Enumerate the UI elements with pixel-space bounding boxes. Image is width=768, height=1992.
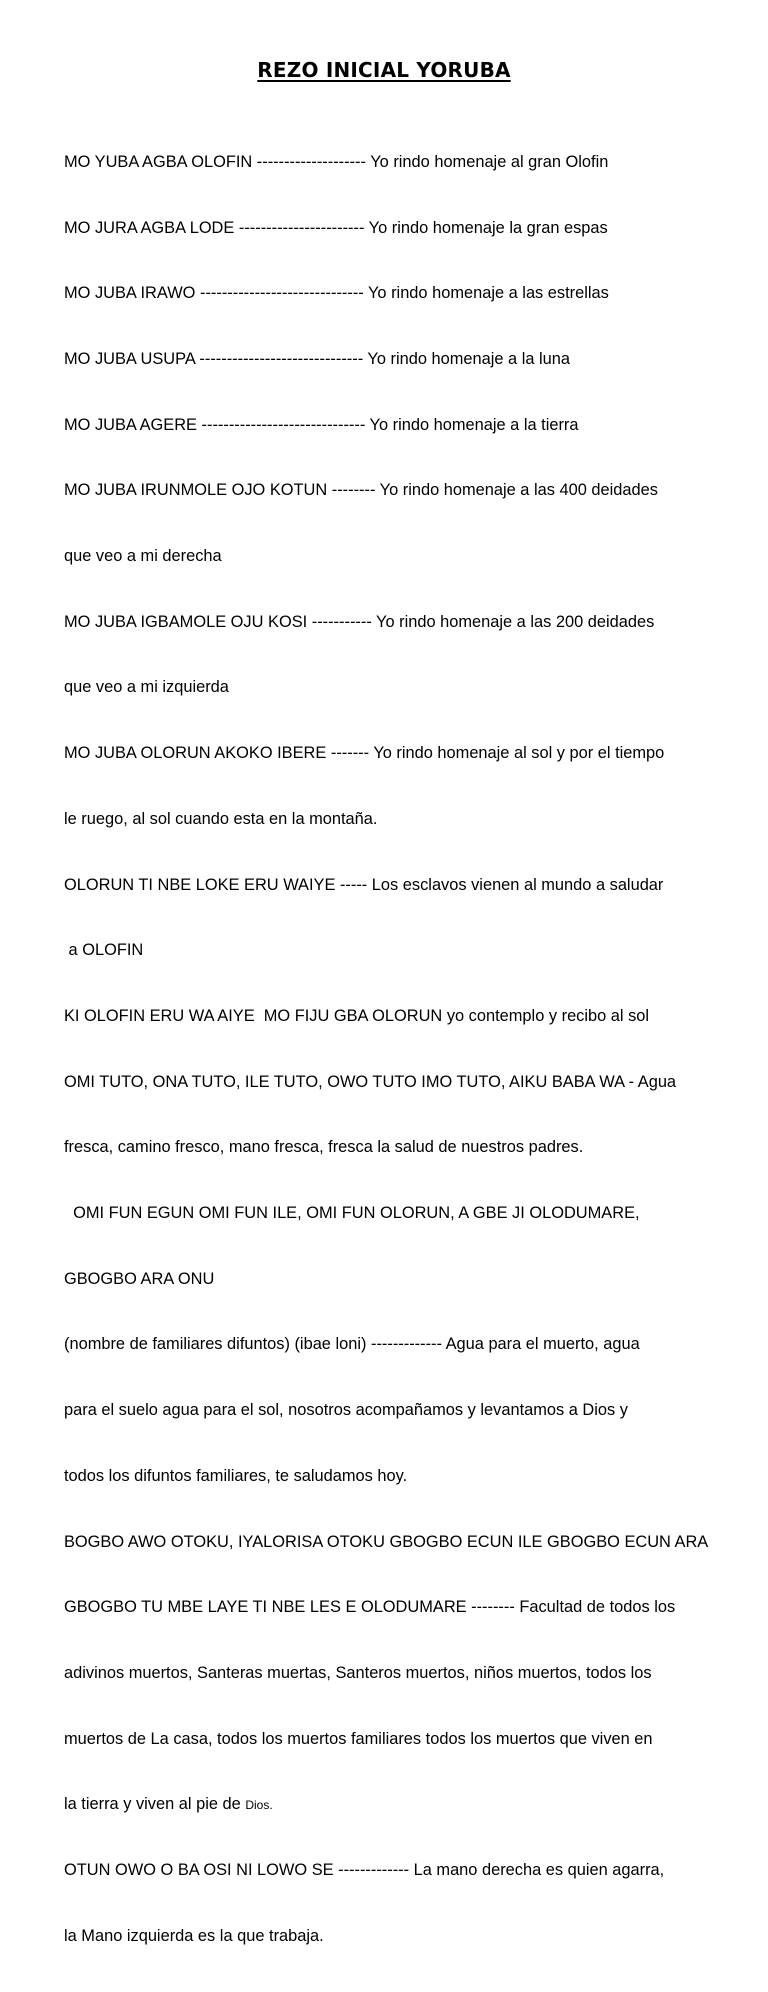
text-line: MO JUBA AGERE ------------------------------ Yo rindo homenaje a la tierra [64, 415, 579, 434]
text-line: MO JURA AGBA LODE ----------------------- Yo rindo homenaje la gran espas [64, 218, 608, 237]
text-line: fresca, camino fresco, mano fresca, fresca la salud de nuestros padres. [64, 1138, 584, 1157]
text-line: OMI FUN EGUN OMI FUN ILE, OMI FUN OLORUN, A GBE JI OLODUMARE, [64, 1204, 640, 1223]
text-line: a OLOFIN [64, 941, 144, 960]
text-line: MO YUBA AGBA OLOFIN -------------------- Yo rindo homenaje al gran Olofin [64, 152, 609, 171]
text-line: BOGBO AWO OTOKU, IYALORISA OTOKU GBOGBO ECUN ILE GBOGBO ECUN ARA [64, 1532, 709, 1551]
text-line: MO JUBA IGBAMOLE OJU KOSI ----------- Yo rindo homenaje a las 200 deidades [64, 612, 655, 631]
text-line-tail: Dios. [245, 1798, 273, 1813]
text-line: MO JUBA USUPA ------------------------------ Yo rindo homenaje a la luna [64, 349, 571, 368]
text-line: para el suelo agua para el sol, nosotros acompañamos y levantamos a Dios y [64, 1401, 628, 1420]
text-line: OLORUN TI NBE LOKE ERU WAIYE ----- Los esclavos vienen al mundo a saludar [64, 875, 664, 894]
text-line-start: la tierra y viven al pie de [64, 1795, 246, 1814]
text-line: le ruego, al sol cuando esta en la montaña. [64, 809, 378, 828]
text-line: todos los difuntos familiares, te saludamos hoy. [64, 1466, 408, 1485]
text-line: KI OLOFIN ERU WA AIYE MO FIJU GBA OLORUN yo contemplo y recibo al sol [64, 1006, 650, 1025]
prayer-text [64, 108, 724, 1992]
text-line: muertos de La casa, todos los muertos familiares todos los muertos que viven en [64, 1729, 653, 1748]
text-line: adivinos muertos, Santeras muertas, Santeros muertos, niños muertos, todos los [64, 1663, 652, 1682]
text-line: MO JUBA IRUNMOLE OJO KOTUN -------- Yo rindo homenaje a las 400 deidades [64, 481, 658, 500]
text-line-with-small-tail [64, 1794, 724, 1816]
text-line: la Mano izquierda es la que trabaja. [64, 1926, 324, 1945]
text-line: (nombre de familiares difuntos) (ibae loni) ------------- Agua para el muerto, agua [64, 1335, 640, 1354]
text-line: OTUN OWO O BA OSI NI LOWO SE ------------- La mano derecha es quien agarra, [64, 1861, 665, 1880]
text-line: OMI TUTO, ONA TUTO, ILE TUTO, OWO TUTO IMO TUTO, AIKU BABA WA - Agua [64, 1072, 677, 1091]
text-line: MO JUBA OLORUN AKOKO IBERE ------- Yo rindo homenaje al sol y por el tiempo [64, 744, 665, 763]
text-line: MO JUBA IRAWO ------------------------------ Yo rindo homenaje a las estrellas [64, 284, 609, 303]
page-title: REZO INICIAL YORUBA [257, 58, 511, 82]
text-line: GBOGBO ARA ONU [64, 1269, 215, 1288]
text-line: que veo a mi derecha [64, 547, 222, 566]
text-line: que veo a mi izquierda [64, 678, 229, 697]
text-line: GBOGBO TU MBE LAYE TI NBE LES E OLODUMARE -------- Facultad de todos los [64, 1598, 676, 1617]
